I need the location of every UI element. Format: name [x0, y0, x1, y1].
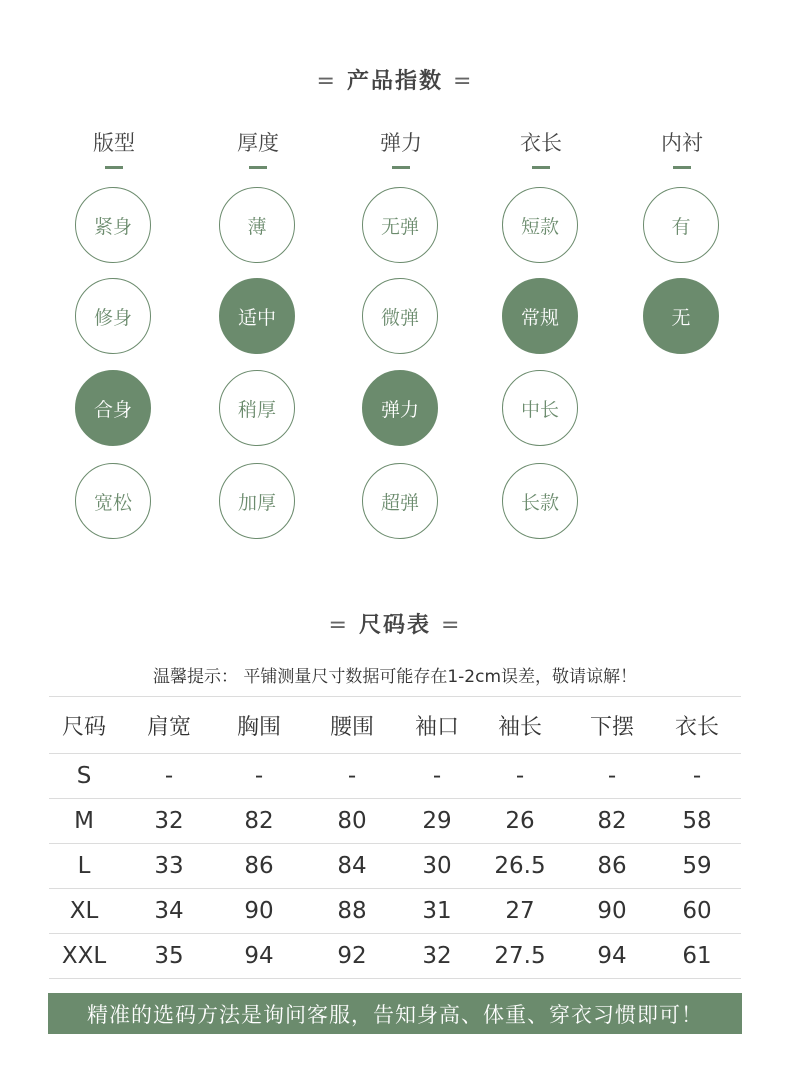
table-cell: 26.5: [469, 844, 571, 889]
index-option: 加厚: [219, 463, 295, 539]
table-cell: 59: [653, 844, 741, 889]
index-column-label: 衣长: [520, 131, 562, 155]
index-option-selected: 无: [643, 278, 719, 354]
table-cell: 80: [299, 799, 405, 844]
index-column-label: 内衬: [661, 131, 703, 155]
column-underline: [673, 166, 691, 169]
table-cell: 30: [405, 844, 469, 889]
table-header-cell: 胸围: [219, 697, 299, 754]
index-option-selected: 弹力: [362, 370, 438, 446]
index-option: 有: [643, 187, 719, 263]
table-cell: 32: [119, 799, 219, 844]
table-header-row: [49, 697, 741, 754]
table-cell: 29: [405, 799, 469, 844]
table-header-cell: 下摆: [571, 697, 653, 754]
table-row: [49, 889, 741, 934]
table-cell: 31: [405, 889, 469, 934]
column-underline: [105, 166, 123, 169]
index-column: [642, 128, 722, 329]
index-column: [501, 128, 581, 514]
index-option: 修身: [75, 278, 151, 354]
table-row: [49, 844, 741, 889]
table-cell: 94: [571, 934, 653, 979]
title-deco-left: =: [316, 69, 337, 94]
product-index-title-text: 产品指数: [346, 69, 443, 94]
index-option: 薄: [219, 187, 295, 263]
index-column-label: 弹力: [380, 131, 422, 155]
sizing-advice-banner: 精准的选码方法是询问客服，告知身高、体重、穿衣习惯即可！: [48, 993, 742, 1034]
table-cell: 82: [571, 799, 653, 844]
table-header-cell: 衣长: [653, 697, 741, 754]
table-cell: 58: [653, 799, 741, 844]
table-cell: -: [119, 754, 219, 799]
table-header-cell: 袖长: [469, 697, 571, 754]
table-cell: -: [299, 754, 405, 799]
table-row: [49, 799, 741, 844]
table-row: [49, 754, 741, 799]
table-cell: L: [49, 844, 119, 889]
table-cell: -: [219, 754, 299, 799]
index-option: 紧身: [75, 187, 151, 263]
index-option: 微弹: [362, 278, 438, 354]
index-option: 稍厚: [219, 370, 295, 446]
title-deco-right: =: [453, 69, 474, 94]
table-header-cell: 腰围: [299, 697, 405, 754]
table-cell: 26: [469, 799, 571, 844]
table-cell: M: [49, 799, 119, 844]
index-option: 长款: [502, 463, 578, 539]
index-option: 无弹: [362, 187, 438, 263]
product-index-title: [0, 64, 790, 95]
table-header-cell: 肩宽: [119, 697, 219, 754]
size-chart-title-text: 尺码表: [358, 613, 431, 638]
table-cell: -: [571, 754, 653, 799]
table-cell: 84: [299, 844, 405, 889]
table-cell: 27.5: [469, 934, 571, 979]
title-deco-left: =: [328, 613, 349, 638]
size-chart-title: [0, 608, 790, 639]
table-cell: 60: [653, 889, 741, 934]
size-table: [49, 696, 741, 979]
table-header-cell: 袖口: [405, 697, 469, 754]
table-cell: 33: [119, 844, 219, 889]
index-option: 宽松: [75, 463, 151, 539]
index-option: 超弹: [362, 463, 438, 539]
table-cell: 90: [219, 889, 299, 934]
index-option: 中长: [502, 370, 578, 446]
table-cell: 90: [571, 889, 653, 934]
table-row: [49, 934, 741, 979]
index-column-label: 版型: [93, 131, 135, 155]
table-cell: 88: [299, 889, 405, 934]
table-cell: 94: [219, 934, 299, 979]
table-cell: -: [653, 754, 741, 799]
table-cell: 32: [405, 934, 469, 979]
measurement-note: 温馨提示： 平铺测量尺寸数据可能存在1-2cm误差，敬请谅解！: [152, 667, 638, 687]
index-option-selected: 合身: [75, 370, 151, 446]
column-underline: [249, 166, 267, 169]
table-cell: 82: [219, 799, 299, 844]
index-column: [361, 128, 441, 514]
table-cell: 34: [119, 889, 219, 934]
table-cell: -: [405, 754, 469, 799]
column-underline: [532, 166, 550, 169]
table-cell: 86: [219, 844, 299, 889]
table-cell: 92: [299, 934, 405, 979]
index-column: [74, 128, 154, 514]
index-option-selected: 适中: [219, 278, 295, 354]
table-cell: 35: [119, 934, 219, 979]
table-cell: 27: [469, 889, 571, 934]
index-option: 短款: [502, 187, 578, 263]
table-cell: -: [469, 754, 571, 799]
table-header-cell: 尺码: [49, 697, 119, 754]
table-cell: 86: [571, 844, 653, 889]
index-column-label: 厚度: [237, 131, 279, 155]
title-deco-right: =: [441, 613, 462, 638]
table-cell: S: [49, 754, 119, 799]
table-cell: XXL: [49, 934, 119, 979]
index-column: [218, 128, 298, 514]
table-cell: 61: [653, 934, 741, 979]
table-cell: XL: [49, 889, 119, 934]
column-underline: [392, 166, 410, 169]
index-option-selected: 常规: [502, 278, 578, 354]
